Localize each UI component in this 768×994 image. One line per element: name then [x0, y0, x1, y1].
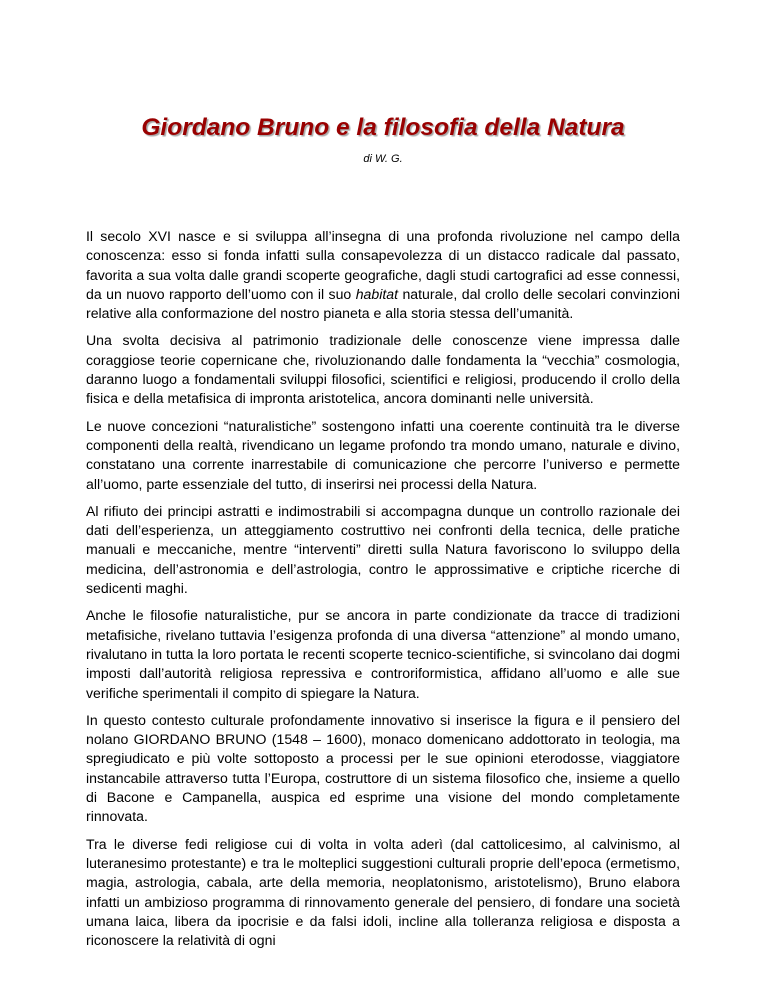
paragraph-1: [86, 227, 680, 323]
paragraph-4: Al rifiuto dei principi astratti e indimostrabili si accompagna dunque un controllo razionale dei dati dell’esperienza, un atteggiamento costruttivo nei confronti della tecnica, delle pratiche manuali e meccaniche, mentre “interventi” diretti sulla Natura favoriscono lo sviluppo della medicina, dell’astronomia e dell’astrologia, contro le approssimative e criptiche ricerche di sedicenti maghi.: [86, 502, 680, 597]
paragraph-1-text-after: naturale, dal crollo delle secolari convinzioni relative alla conformazione del nostro pianeta e alla storia stessa dell’umanità.: [86, 285, 680, 322]
emphasized-word: habitat: [355, 285, 399, 302]
author-byline: di W. G.: [363, 153, 403, 165]
document-body: [86, 227, 680, 958]
paragraph-3: Le nuove concezioni “naturalistiche” sostengono infatti una coerente continuità tra le diverse componenti della realtà, rivendicano un legame profondo tra mondo umano, naturale e divino, constatano una corrente inarrestabile di comunicazione che percorre l’universo e permette all’uomo, parte essenziale del tutto, di inserirsi nei processi della Natura.: [86, 417, 680, 492]
document-title: Giordano Bruno e la filosofia della Natura: [141, 114, 625, 141]
paragraph-7: Tra le diverse fedi religiose cui di volta in volta aderì (dal cattolicesimo, al calvinismo, al luteranesimo protestante) e tra le molteplici suggestioni culturali proprie dell’epoca (ermetismo, magia, astrologia, cabala, arte della memoria, neoplatonismo, aristotelismo), Bruno elabora infatti un ambizioso programma di rinnovamento generale del pensiero, di fondare una società umana laica, libera da ipocrisie e da falsi idoli, incline alla tolleranza religiosa e disposta a riconoscere la relatività di ogni: [86, 835, 680, 949]
paragraph-5: Anche le filosofie naturalistiche, pur se ancora in parte condizionate da tracce di tradizioni metafisiche, rivelano tuttavia l’esigenza profonda di una diversa “attenzione” al mondo umano, rivalutano in tutta la loro portata le recenti scoperte tecnico-scientifiche, si svincolano dai dogmi imposti dall’autorità religiosa repressiva e controriformistica, affidano all’uomo e alle sue verifiche sperimentali il compito di spiegare la Natura.: [86, 607, 680, 701]
paragraph-2: Una svolta decisiva al patrimonio tradizionale delle conoscenze viene impressa dalle coraggiose teorie copernicane che, rivoluzionando dalle fondamenta la “vecchia” cosmologia, daranno luogo a fondamentali sviluppi filosofici, scientifici e religiosi, producendo il crollo della fisica e della metafisica di impronta aristotelica, ancora dominanti nelle università.: [86, 332, 680, 407]
paragraph-6: In questo contesto culturale profondamente innovativo si inserisce la figura e il pensiero del nolano GIORDANO BRUNO (1548 – 1600), monaco domenicano addottorato in teologia, ma spregiudicato e più volte sottoposto a processi per le sue opinioni eterodosse, viaggiatore instancabile attraverso tutta l’Europa, costruttore di un sistema filosofico che, insieme a quello di Bacone e Campanella, auspica ed esprime una visione del mondo completamente rinnovata.: [86, 711, 680, 825]
paragraph-1-text-before: Il secolo XVI nasce e si sviluppa all’insegna di una profonda rivoluzione nel campo della conoscenza: esso si fonda infatti sulla consapevolezza di un distacco radicale dal passato, favorita a sua volta dalle grandi scoperte geografiche, dagli studi cartografici ad esse connessi, da un nuovo rapporto dell’uomo con il suo: [86, 228, 680, 302]
